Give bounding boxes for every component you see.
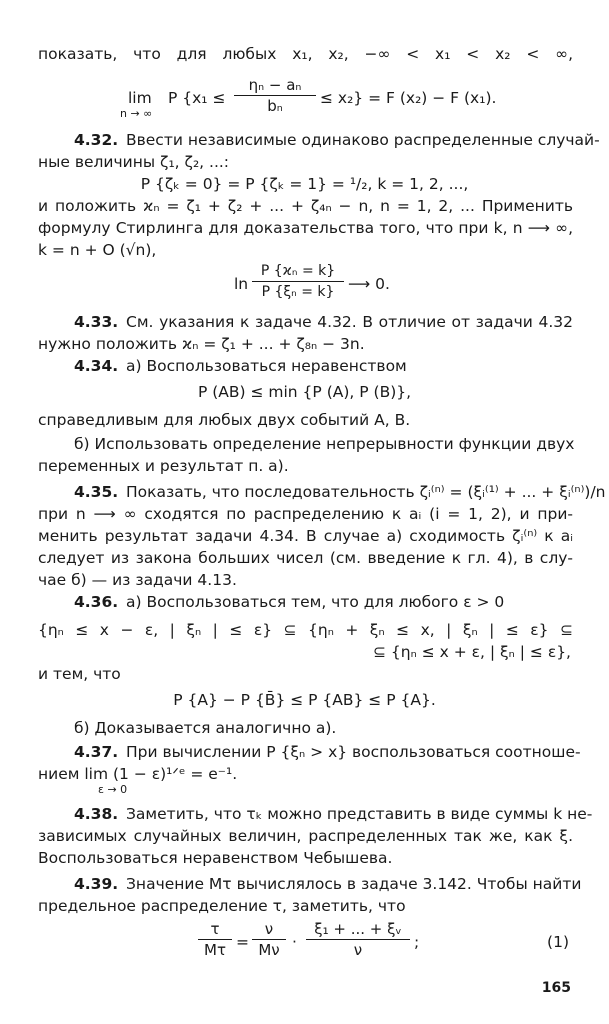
text-line: формулу Стирлинга для доказательства того, что при k, n ⟶ ∞,: [38, 219, 573, 237]
formula-part: P {x₁ ≤: [168, 89, 226, 107]
semicolon: ;: [414, 933, 420, 951]
fraction-numerator: ν: [264, 920, 274, 938]
problem-number: 4.32.: [74, 131, 119, 149]
text-line: Воспользоваться неравенством Чебышева.: [38, 849, 393, 867]
text-line: справедливым для любых двух событий A, B.: [38, 411, 411, 429]
text-line: и положить ϰₙ = ζ₁ + ζ₂ + ... + ζ₄ₙ − n, n = 1, 2, ... Применить: [38, 197, 573, 215]
page-number: 165: [541, 980, 571, 996]
log-symbol: ln: [234, 275, 249, 293]
text-line: Показать, что последовательность ζᵢ⁽ⁿ⁾ = (ξᵢ⁽¹⁾ + ... + ξᵢ⁽ⁿ⁾)/n: [126, 483, 606, 501]
text-line: При вычислении P {ξₙ > x} воспользоваться соотноше-: [126, 743, 581, 761]
text-line: ные величины ζ₁, ζ₂, ...:: [38, 153, 230, 171]
fraction: [234, 76, 316, 115]
equation-number: (1): [547, 933, 569, 951]
text-line: а) Воспользоваться тем, что для любого ε > 0: [126, 593, 505, 611]
text-line: Значение Mτ вычислялось в задаче 3.142. Чтобы найти: [126, 875, 582, 893]
text-line: нужно положить ϰₙ = ζ₁ + ... + ζ₈ₙ − 3n.: [38, 335, 365, 353]
formula-line: P (AB) ≤ min {P (A), P (B)},: [197, 383, 412, 401]
formula-line: P {A} − P {B̄} ≤ P {AB} ≤ P {A}.: [173, 691, 436, 709]
fraction: [198, 920, 232, 959]
multiply-dot: ·: [292, 933, 297, 951]
limit-symbol: lim: [128, 89, 152, 107]
fraction: [252, 262, 344, 301]
text-line: переменных и результат п. а).: [38, 457, 289, 475]
text-line: и тем, что: [38, 665, 121, 683]
fraction-bar: [198, 939, 232, 940]
fraction-denominator: bₙ: [267, 97, 283, 115]
formula-line: {ηₙ ≤ x − ε, | ξₙ | ≤ ε} ⊆ {ηₙ + ξₙ ≤ x, | ξₙ | ≤ ε} ⊆: [38, 621, 573, 639]
fraction-denominator: ν: [353, 941, 363, 959]
fraction-bar: [234, 95, 316, 96]
text-line: См. указания к задаче 4.32. В отличие от задачи 4.32: [126, 313, 573, 331]
problem-number: 4.33.: [74, 313, 119, 331]
fraction-numerator: ξ₁ + ... + ξᵥ: [314, 920, 402, 938]
text-line: б) Доказывается аналогично а).: [74, 719, 337, 737]
text-line: б) Использовать определение непрерывности функции двух: [74, 435, 575, 453]
formula-part: ≤ x₂} = F (x₂) − F (x₁).: [320, 89, 497, 107]
text-line: Ввести независимые одинаково распределенные случай-: [126, 131, 600, 149]
limit-subscript: ε → 0: [98, 783, 128, 796]
equals-sign: =: [236, 933, 249, 951]
text-line: Заметить, что τₖ можно представить в виде суммы k не-: [126, 805, 593, 823]
fraction-bar: [252, 939, 286, 940]
formula-line: ⊆ {ηₙ ≤ x + ε, | ξₙ | ≤ ε},: [373, 643, 571, 661]
limit-subscript: n → ∞: [120, 107, 153, 120]
problem-number: 4.37.: [74, 743, 119, 761]
text-line: чае б) — из задачи 4.13.: [38, 571, 237, 589]
problem-number: 4.36.: [74, 593, 119, 611]
text-line: менить результат задачи 4.34. В случае а) сходимость ζᵢ⁽ⁿ⁾ к aᵢ: [38, 527, 573, 545]
text-line: нием lim (1 − ε)¹ᐟᵉ = e⁻¹.: [38, 765, 238, 783]
fraction: [252, 920, 286, 959]
fraction-denominator: P {ξₙ = k}: [261, 284, 335, 300]
text-line: при n ⟶ ∞ сходятся по распределению к aᵢ (i = 1, 2), и при-: [38, 505, 573, 523]
text-line: зависимых случайных величин, распределенных так же, как ξ.: [38, 827, 573, 845]
fraction-bar: [306, 939, 410, 940]
fraction-numerator: τ: [210, 920, 220, 938]
fraction-denominator: Mτ: [204, 941, 226, 959]
problem-number: 4.34.: [74, 357, 119, 375]
formula-line: P {ζₖ = 0} = P {ζₖ = 1} = ¹/₂, k = 1, 2, ...,: [140, 175, 469, 193]
problem-number: 4.35.: [74, 483, 119, 501]
fraction-denominator: Mν: [258, 941, 280, 959]
problem-number: 4.39.: [74, 875, 119, 893]
formula-part: ⟶ 0.: [348, 275, 390, 293]
fraction: [306, 920, 410, 959]
text-line: предельное распределение τ, заметить, что: [38, 897, 406, 915]
fraction-numerator: P {ϰₙ = k}: [260, 263, 336, 279]
text-line: а) Воспользоваться неравенством: [126, 357, 407, 375]
text-line: k = n + O (√n),: [38, 241, 157, 259]
problem-number: 4.38.: [74, 805, 119, 823]
fraction-bar: [252, 281, 344, 282]
text-line: следует из закона больших чисел (см. введение к гл. 4), в слу-: [38, 549, 573, 567]
fraction-numerator: ηₙ − aₙ: [248, 76, 302, 94]
text-line: показать, что для любых x₁, x₂, −∞ < x₁ < x₂ < ∞,: [38, 45, 573, 63]
